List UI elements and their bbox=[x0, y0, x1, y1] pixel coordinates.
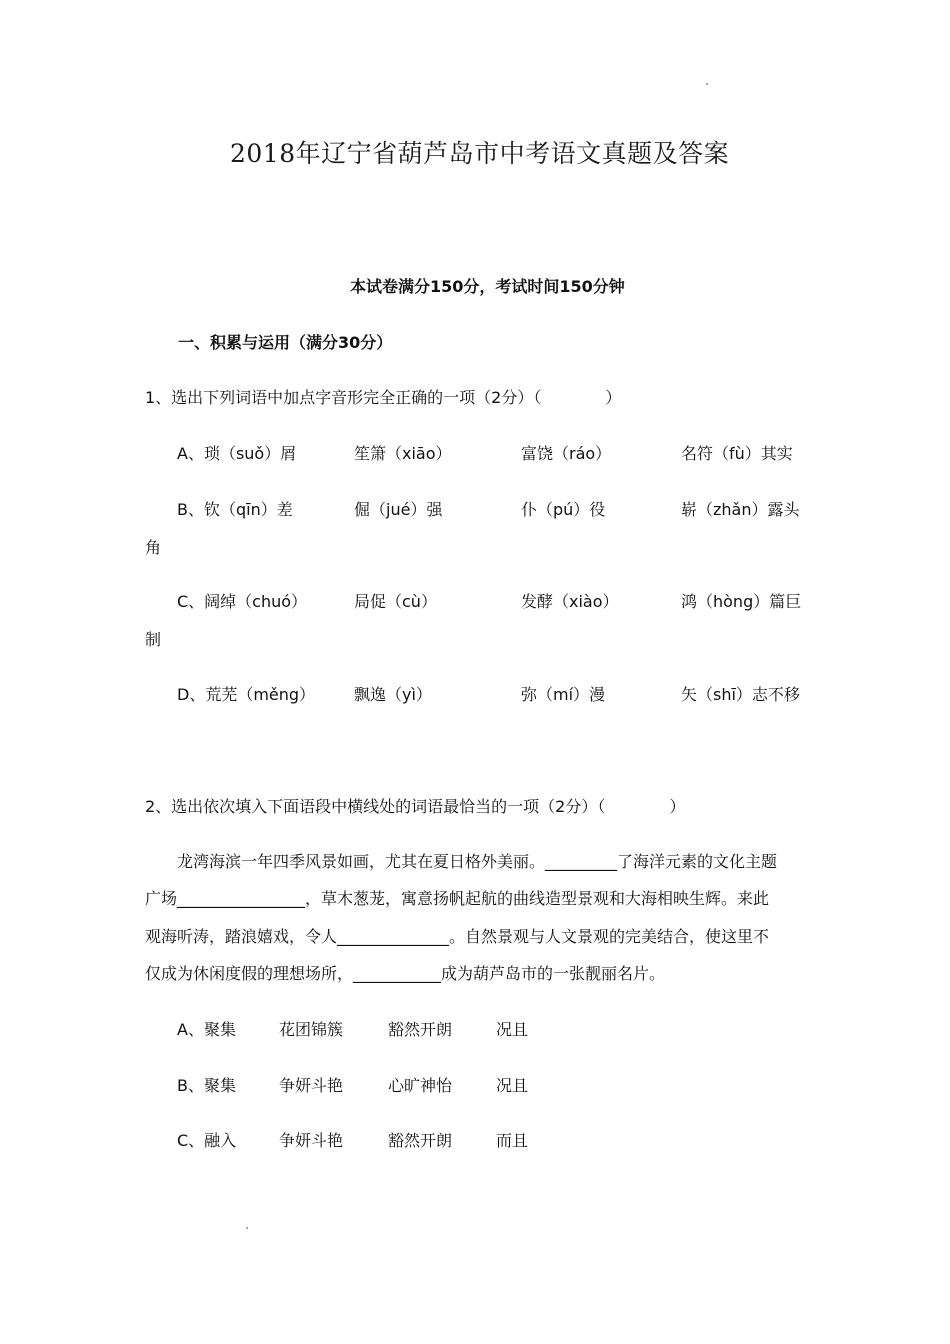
q2-passage-line-4: 仅成为休闲度假的理想场所，___________成为葫芦岛市的一张靓丽名片。 bbox=[145, 964, 666, 983]
q1-option-a-4: 名符（fù）其实 bbox=[681, 444, 793, 463]
scan-dot-top bbox=[706, 83, 708, 85]
scan-dot-bottom bbox=[246, 1227, 248, 1229]
q2-option-c-1: C、融入 bbox=[177, 1131, 237, 1150]
question-1-stem: 1、选出下列词语中加点字音形完全正确的一项（2分）（ ） bbox=[145, 388, 622, 407]
q2-option-b-4: 况且 bbox=[496, 1076, 529, 1095]
q2-option-b-1: B、聚集 bbox=[177, 1076, 236, 1095]
q1-option-a-3: 富饶（ráo） bbox=[521, 444, 612, 463]
q1-option-a-1: A、琐（suǒ）屑 bbox=[177, 444, 297, 463]
q1-option-d-4: 矢（shī）志不移 bbox=[681, 685, 800, 704]
q2-option-c-2: 争妍斗艳 bbox=[279, 1131, 344, 1150]
q2-option-a-1: A、聚集 bbox=[177, 1020, 236, 1039]
q1-option-c-wrap: 制 bbox=[145, 630, 162, 649]
exam-info: 本试卷满分150分，考试时间150分钟 bbox=[350, 277, 625, 296]
q1-option-c-2: 局促（cù） bbox=[354, 592, 437, 611]
q1-option-b-wrap: 角 bbox=[145, 538, 162, 557]
q1-option-d-2: 飘逸（yì） bbox=[354, 685, 432, 704]
q1-option-c-1: C、阔绰（chuó） bbox=[177, 592, 308, 611]
q2-option-a-3: 豁然开朗 bbox=[388, 1020, 453, 1039]
question-2-stem: 2、选出依次填入下面语段中横线处的词语最恰当的一项（2分）（ ） bbox=[145, 797, 686, 816]
q2-option-a-4: 况且 bbox=[496, 1020, 529, 1039]
q1-option-c-3: 发酵（xiào） bbox=[521, 592, 619, 611]
q1-option-b-1: B、钦（qīn）差 bbox=[177, 500, 293, 519]
document-title: 2018年辽宁省葫芦岛市中考语文真题及答案 bbox=[230, 139, 730, 168]
q2-passage-line-2: 广场________________，草木葱茏，寓意扬帆起航的曲线造型景观和大海相映生辉。来此 bbox=[145, 889, 770, 908]
q1-option-b-4: 崭（zhǎn）露头 bbox=[681, 500, 800, 519]
q1-option-c-4: 鸿（hòng）篇巨 bbox=[681, 592, 802, 611]
section-heading: 一、积累与运用（满分30分） bbox=[178, 333, 393, 352]
q2-passage-line-3: 观海听涛，踏浪嬉戏，令人______________。自然景观与人文景观的完美结合，使这里不 bbox=[145, 927, 770, 946]
q2-option-c-4: 而且 bbox=[496, 1131, 529, 1150]
q1-option-a-2: 笙箫（xiāo） bbox=[354, 444, 452, 463]
q1-option-d-3: 弥（mí）漫 bbox=[521, 685, 606, 704]
q1-option-d-1: D、荒芜（měng） bbox=[177, 685, 316, 704]
q1-option-b-2: 倔（jué）强 bbox=[354, 500, 443, 519]
q2-option-a-2: 花团锦簇 bbox=[279, 1020, 344, 1039]
q2-passage-line-1: 龙湾海滨一年四季风景如画，尤其在夏日格外美丽。_________了海洋元素的文化主题 bbox=[145, 852, 778, 871]
q2-option-b-3: 心旷神怡 bbox=[388, 1076, 453, 1095]
q2-option-c-3: 豁然开朗 bbox=[388, 1131, 453, 1150]
q2-option-b-2: 争妍斗艳 bbox=[279, 1076, 344, 1095]
q1-option-b-3: 仆（pú）役 bbox=[521, 500, 606, 519]
